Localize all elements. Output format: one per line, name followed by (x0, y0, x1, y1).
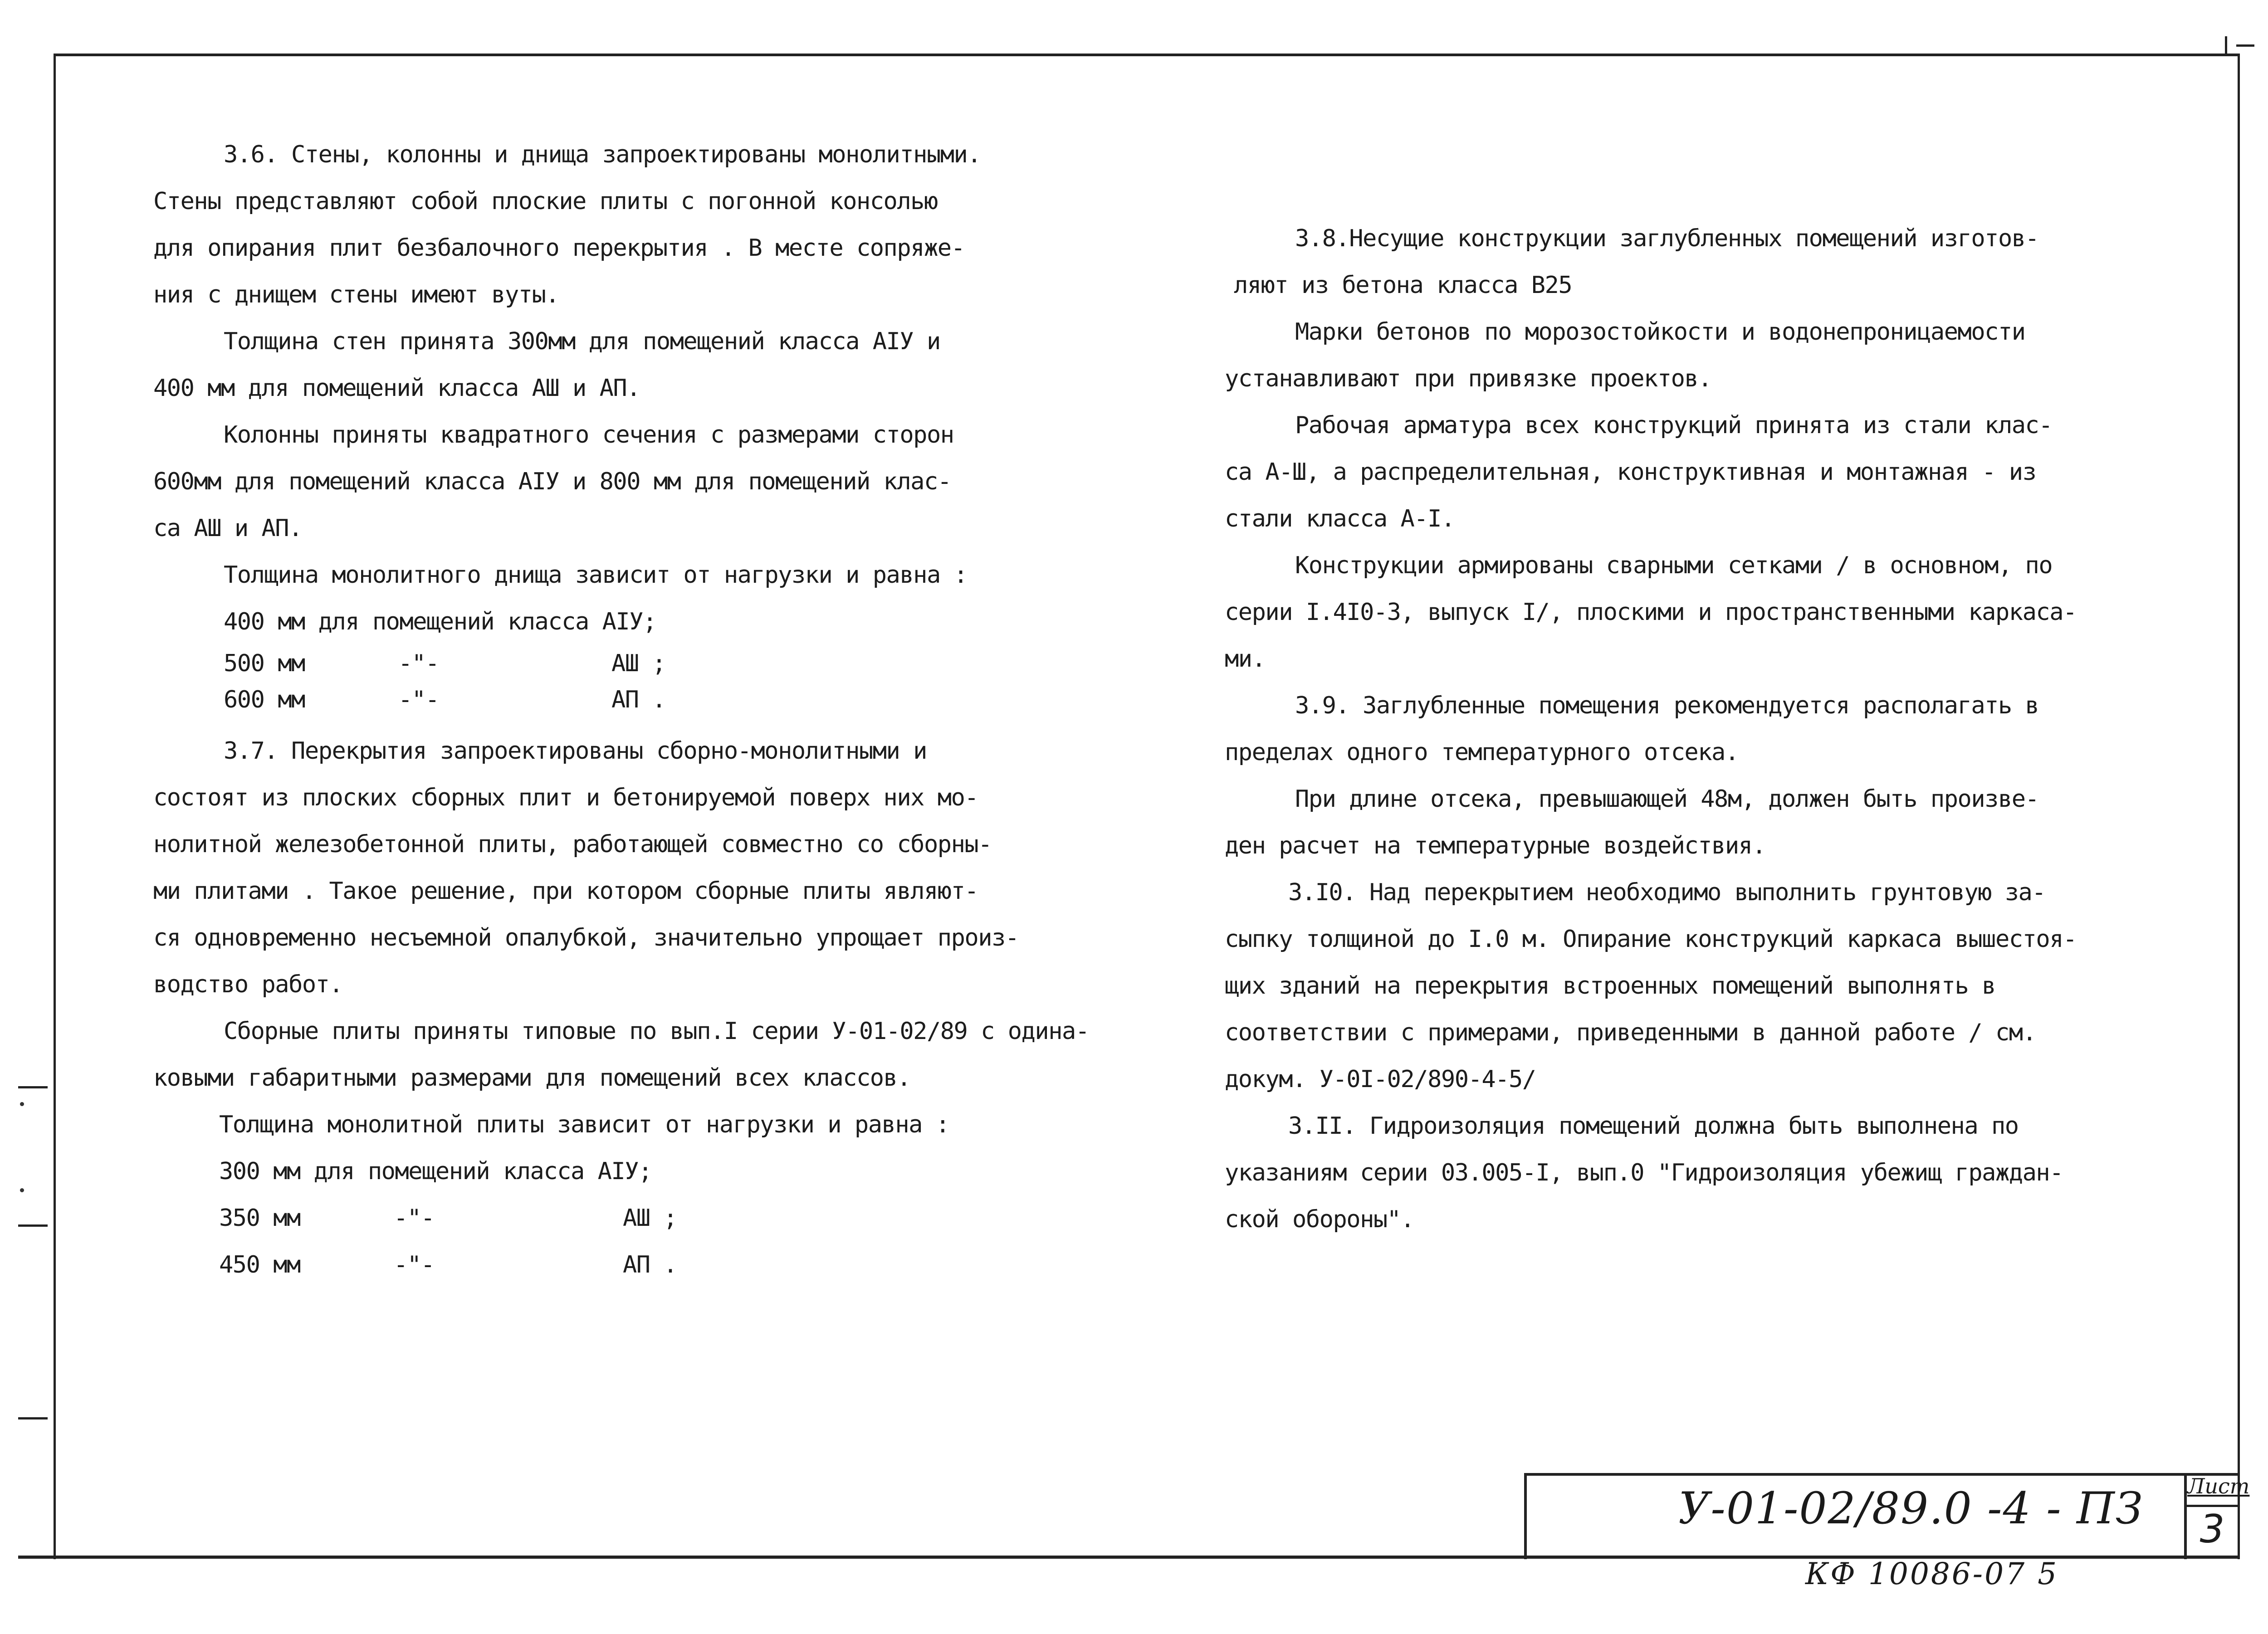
text-line: Колонны приняты квадратного сечения с размерами сторон (224, 421, 954, 449)
text-line: Стены представляют собой плоские плиты с погонной консолью (153, 188, 938, 215)
text-line: 3.II. Гидроизоляция помещений должна быть выполнена по (1288, 1112, 2019, 1140)
text-line: 3.I0. Над перекрытием необходимо выполнить грунтовую за- (1288, 879, 2046, 906)
text-line: ся одновременно несъемной опалубкой, значительно упрощает произ- (153, 924, 1019, 951)
text-line: ской обороны". (1225, 1206, 1414, 1233)
text-line: пределах одного температурного отсека. (1225, 739, 1739, 766)
room-class: АШ ; (623, 1205, 677, 1232)
text-line: докум. У-0I-02/890-4-5/ (1225, 1066, 1536, 1093)
text-line: 3.9. Заглубленные помещения рекомендуется располагать в (1295, 692, 2039, 719)
text-line: При длине отсека, превышающей 48м, должен быть произве- (1295, 785, 2039, 813)
text-line: водство работ. (153, 971, 343, 998)
right-column (1225, 215, 2077, 1243)
text-line: 400 мм для помещений класса АIУ; (224, 608, 656, 635)
text-line: для опирания плит безбалочного перекрытия . В месте сопряже- (153, 234, 965, 262)
room-class: АП . (611, 686, 666, 713)
text-line: соответствии с примерами, приведенными в данной работе / см. (1225, 1019, 2036, 1046)
corner-tick-mark (2236, 44, 2254, 47)
room-class: АШ ; (611, 650, 666, 677)
thickness-value: 600 мм (224, 686, 305, 713)
document-code: У-01-02/89.0 -4 - ПЗ (1678, 1483, 2144, 1534)
text-line: нолитной железобетонной плиты, работающей совместно со сборны- (153, 831, 992, 858)
ditto-mark: -"- (398, 650, 439, 677)
text-line: ми плитами . Такое решение, при котором сборные плиты являют- (153, 878, 978, 905)
text-line: устанавливают при привязке проектов. (1225, 365, 1712, 392)
ditto-mark: -"- (394, 1251, 435, 1278)
text-line: Конструкции армированы сварными сетками / в основном, по (1295, 552, 2053, 579)
thickness-row (153, 1195, 1089, 1242)
text-line: 300 мм для помещений класса АIУ; (219, 1158, 652, 1185)
text-line: Марки бетонов по морозостойкости и водонепроницаемости (1295, 318, 2025, 346)
text-line: Толщина стен принята 300мм для помещений класса АIУ и (224, 328, 940, 355)
text-line: ден расчет на температурные воздействия. (1225, 832, 1766, 859)
text-line: ми. (1225, 645, 1266, 673)
ditto-mark: -"- (398, 686, 439, 713)
thickness-row (153, 1242, 1089, 1288)
room-class: АП . (623, 1251, 677, 1278)
thickness-row (153, 645, 1089, 682)
archive-number: КФ 10086-07 5 (1805, 1556, 2059, 1591)
text-line: 600мм для помещений класса АIУ и 800 мм для помещений клас- (153, 468, 951, 495)
text-line: сыпку толщиной до I.0 м. Опирание конструкций каркаса вышестоя- (1225, 926, 2077, 953)
text-line: Рабочая арматура всех конструкций принята из стали клас- (1295, 412, 2053, 439)
text-line: состоят из плоских сборных плит и бетонируемой поверх них мо- (153, 784, 978, 811)
hole-punch-mark (20, 1102, 24, 1106)
text-line: 3.8.Несущие конструкции заглубленных помещений изготов- (1295, 225, 2039, 252)
text-line: ляют из бетона класса В25 (1234, 272, 1572, 299)
thickness-value: 500 мм (224, 650, 305, 677)
binding-mark (18, 1224, 48, 1227)
text-line: Сборные плиты приняты типовые по вып.I серии У-01-02/89 с одина- (224, 1018, 1089, 1045)
text-line: 400 мм для помещений класса АШ и АП. (153, 375, 640, 402)
text-line: стали класса А-I. (1225, 505, 1455, 532)
binding-mark (18, 1086, 48, 1088)
text-line: са А-Ш, а распределительная, конструктивная и монтажная - из (1225, 458, 2036, 486)
thickness-value: 450 мм (219, 1251, 300, 1278)
ditto-mark: -"- (394, 1205, 435, 1232)
corner-tick-mark (2225, 36, 2227, 54)
binding-mark (18, 1417, 48, 1419)
text-line: серии I.4I0-3, выпуск I/, плоскими и пространственными каркаса- (1225, 599, 2077, 626)
text-line: Толщина монолитной плиты зависит от нагрузки и равна : (219, 1111, 949, 1138)
sheet-label: Лист (2187, 1474, 2250, 1498)
thickness-row (153, 682, 1089, 718)
hole-punch-mark (20, 1188, 24, 1192)
text-line: ковыми габаритными размерами для помещений всех классов. (153, 1064, 911, 1092)
text-line: Толщина монолитного днища зависит от нагрузки и равна : (224, 561, 968, 589)
text-line: ния с днищем стены имеют вуты. (153, 281, 559, 308)
text-line: указаниям серии 03.005-I, вып.0 "Гидроизоляция убежищ граждан- (1225, 1159, 2063, 1186)
text-line: 3.6. Стены, колонны и днища запроектированы монолитными. (224, 141, 981, 168)
left-column (153, 132, 1089, 1288)
text-line: щих зданий на перекрытия встроенных помещений выполнять в (1225, 972, 1995, 1000)
text-line: 3.7. Перекрытия запроектированы сборно-монолитными и (224, 737, 927, 765)
thickness-value: 350 мм (219, 1205, 300, 1232)
text-line: са АШ и АП. (153, 515, 302, 542)
sheet-number: 3 (2200, 1507, 2225, 1552)
